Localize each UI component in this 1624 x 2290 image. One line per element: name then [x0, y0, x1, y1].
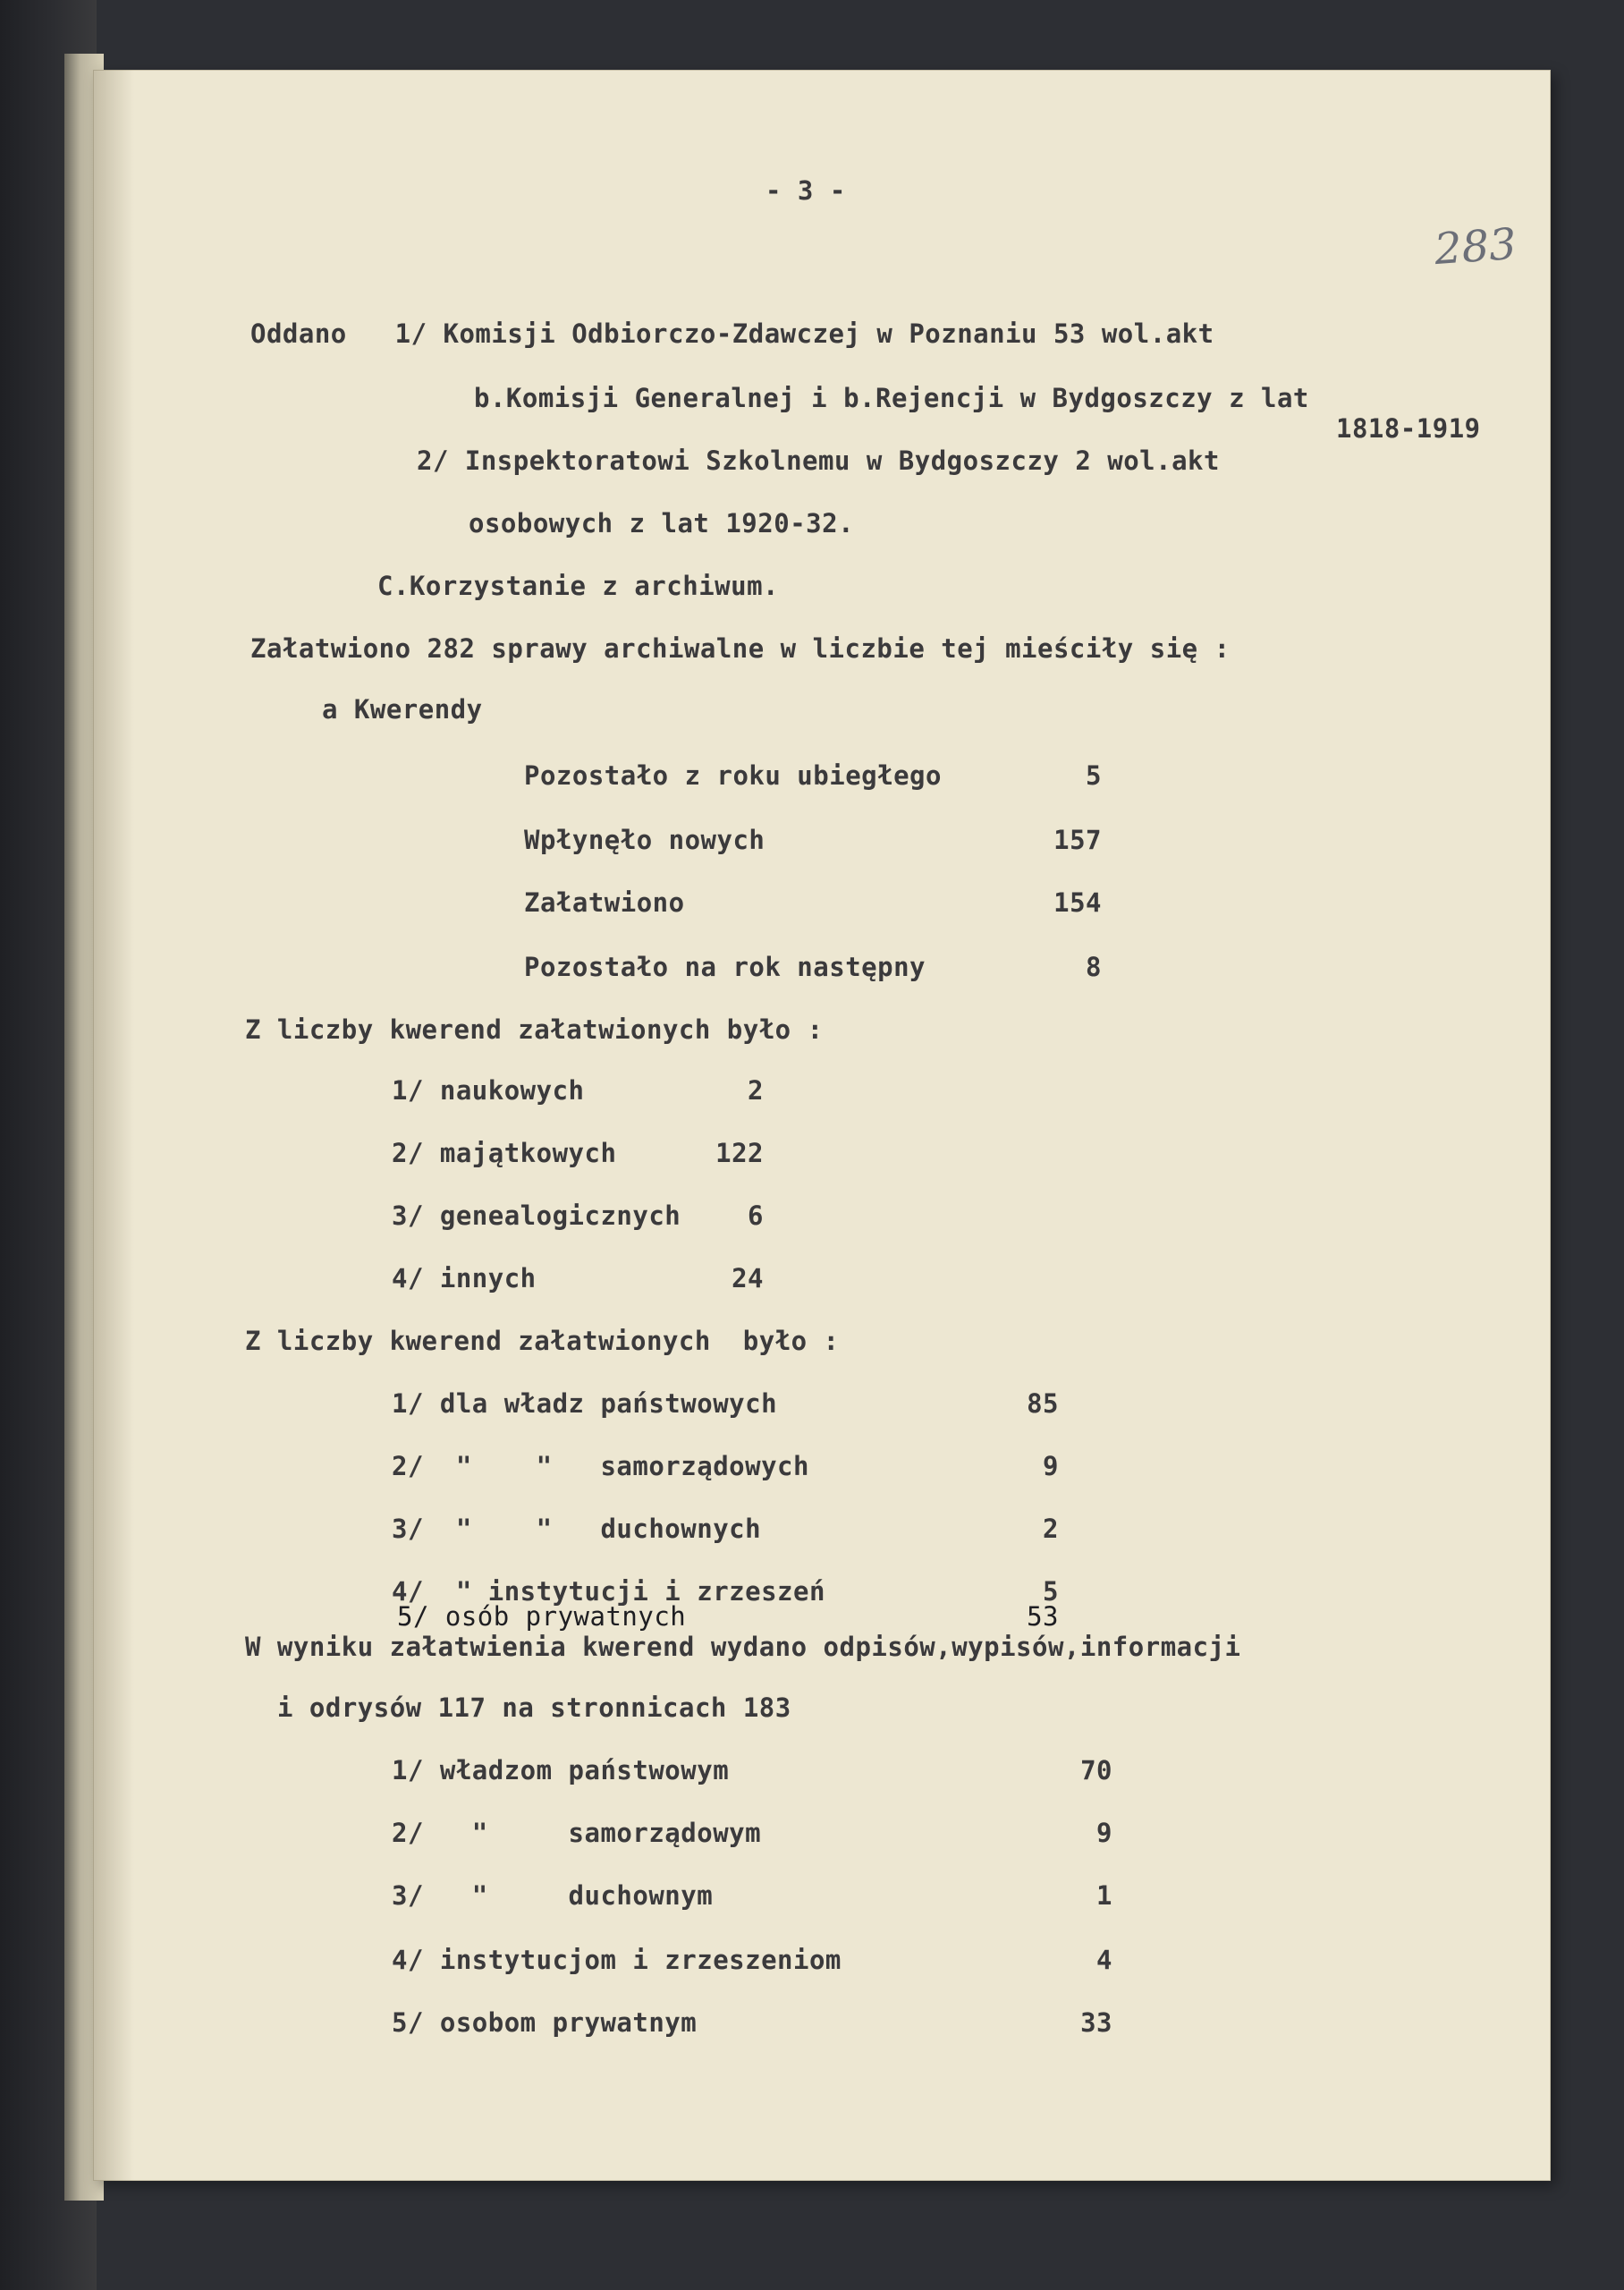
list-item-label: 1/ naukowych: [392, 1075, 585, 1106]
section-heading-c: C.Korzystanie z archiwum.: [377, 571, 779, 601]
document-page: [93, 70, 1551, 2181]
folio-number: 283: [1433, 218, 1518, 276]
list-item-value: 24: [732, 1263, 764, 1293]
list-item-value: 5: [1043, 1576, 1059, 1607]
oddano-line-1: Oddano 1/ Komisji Odbiorczo-Zdawczej w Poznaniu 53 wol.akt: [250, 318, 1214, 349]
list-item-value: 4: [1096, 1945, 1112, 1975]
list-item-value: 6: [748, 1200, 764, 1231]
list-item-value: 9: [1096, 1818, 1112, 1848]
list-item-label: 4/ " instytucji i zrzeszeń: [392, 1576, 825, 1607]
list-item-label: 2/ majątkowych: [392, 1138, 617, 1168]
oddano-line-4: osobowych z lat 1920-32.: [469, 508, 855, 539]
list-item-value: 53: [1027, 1601, 1059, 1632]
list-item-value: 1: [1096, 1880, 1112, 1911]
odrysow-line: i odrysów 117 na stronnicach 183: [277, 1692, 791, 1723]
oddano-line-2: b.Komisji Generalnej i b.Rejencji w Bydgoszczy z lat: [474, 383, 1309, 413]
w-wyniku-line: W wyniku załatwienia kwerend wydano odpisów,wypisów,informacji: [245, 1632, 1241, 1662]
by-type-heading: Z liczby kwerend załatwionych było :: [245, 1014, 824, 1045]
list-item-value: 2: [1043, 1514, 1059, 1544]
list-item-label: 3/ genealogicznych: [392, 1200, 681, 1231]
list-item-value: 33: [1080, 2007, 1112, 2038]
list-item-label: 1/ dla władz państwowych: [392, 1388, 778, 1419]
zalatwiono-line: Załatwiono 282 sprawy archiwalne w liczbie tej mieściły się :: [250, 633, 1231, 664]
list-item-label: 1/ władzom państwowym: [392, 1755, 730, 1785]
kwerendy-row-label: Wpłynęło nowych: [524, 825, 765, 855]
kwerendy-row-value: 154: [1053, 887, 1102, 918]
list-item-label: 5/ osób prywatnych: [397, 1601, 687, 1632]
page-number: - 3 -: [765, 175, 846, 206]
kwerendy-row-label: Pozostało na rok następny: [524, 952, 926, 982]
list-item-label: 5/ osobom prywatnym: [392, 2007, 698, 2038]
list-item-label: 2/ " " samorządowych: [392, 1451, 809, 1481]
list-item-value: 70: [1080, 1755, 1112, 1785]
list-item-label: 3/ " " duchownych: [392, 1514, 762, 1544]
list-item-value: 85: [1027, 1388, 1059, 1419]
kwerendy-heading: a Kwerendy: [322, 694, 483, 725]
list-item-value: 9: [1043, 1451, 1059, 1481]
list-item-label: 3/ " duchownym: [392, 1880, 714, 1911]
list-item-value: 122: [715, 1138, 764, 1168]
kwerendy-row-label: Pozostało z roku ubiegłego: [524, 760, 942, 791]
oddano-line-3: 2/ Inspektoratowi Szkolnemu w Bydgoszczy 2 wol.akt: [417, 445, 1220, 476]
list-item-label: 4/ innych: [392, 1263, 537, 1293]
by-requester-heading: Z liczby kwerend załatwionych było :: [245, 1326, 840, 1356]
list-item-value: 2: [748, 1075, 764, 1106]
oddano-years: 1818-1919: [1336, 413, 1481, 444]
kwerendy-row-label: Załatwiono: [524, 887, 685, 918]
kwerendy-row-value: 5: [1086, 760, 1102, 791]
list-item-label: 4/ instytucjom i zrzeszeniom: [392, 1945, 842, 1975]
list-item-label: 2/ " samorządowym: [392, 1818, 762, 1848]
kwerendy-row-value: 157: [1053, 825, 1102, 855]
kwerendy-row-value: 8: [1086, 952, 1102, 982]
